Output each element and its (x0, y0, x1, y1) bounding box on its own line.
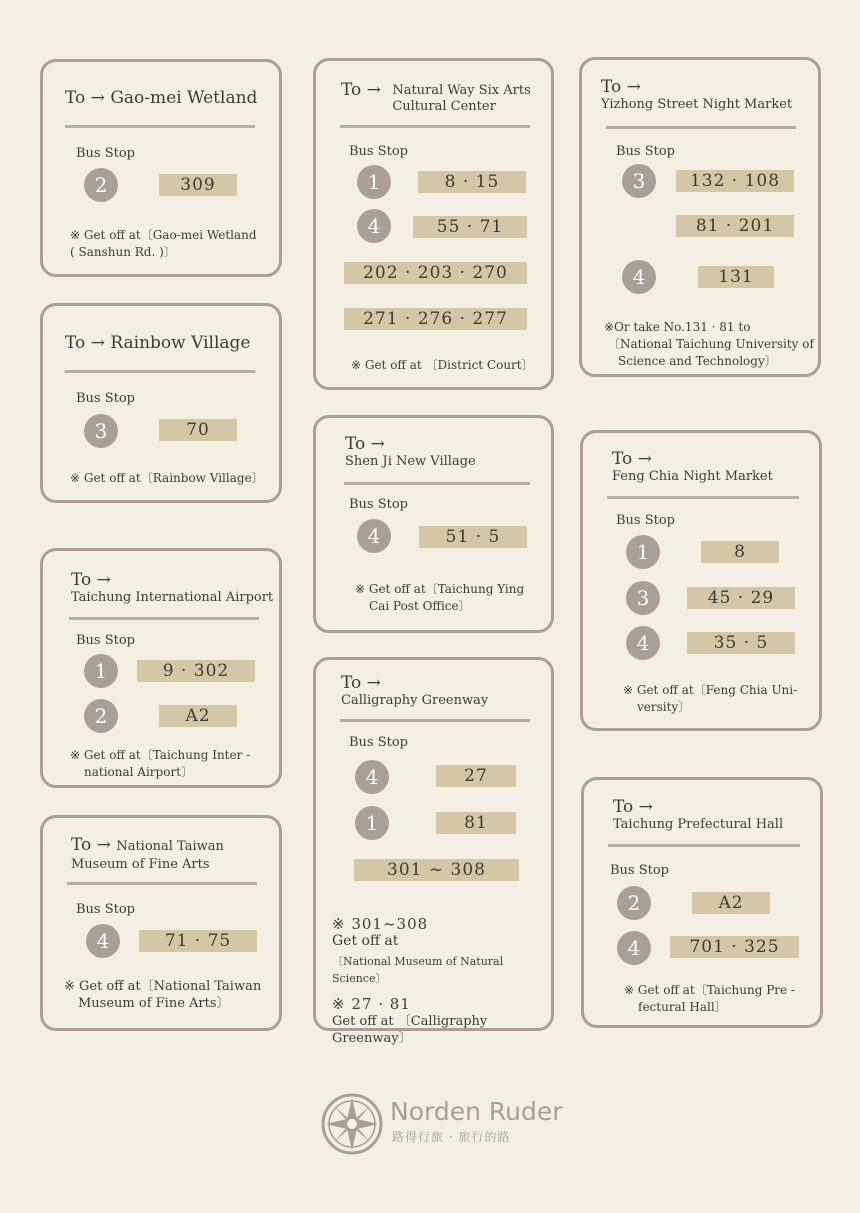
stop-badge: 4 (357, 519, 391, 553)
route-box: 202 · 203 · 270 (344, 262, 527, 284)
card-title: To → Feng Chia Night Market (612, 449, 773, 484)
bus-stop-label: Bus Stop (76, 146, 136, 161)
bus-stop-label: Bus Stop (616, 513, 676, 528)
brand-logo (320, 1092, 384, 1156)
card-yizhong-night-market (579, 57, 821, 377)
route-box: 301 ~ 308 (354, 859, 519, 881)
get-off-note: ※ 301~308 Get off at 〔National Museum of Natural Science〕 ※ 27 · 81 Get off at 〔Calligraphy Greenway〕 (332, 915, 504, 1046)
divider (67, 882, 257, 885)
card-calligraphy-greenway (313, 657, 554, 1046)
stop-badge: 4 (355, 760, 389, 794)
stop-badge: 3 (626, 581, 660, 615)
card-taichung-airport (40, 548, 282, 788)
get-off-note: ※ Get off at〔National Taiwan Museum of Fine Arts〕 (64, 979, 262, 1011)
get-off-note: ※ Get off at〔Gao-mei Wetland ( Sanshun Rd. )〕 (70, 228, 257, 259)
stop-badge: 4 (622, 260, 656, 294)
divider (65, 370, 255, 373)
route-box: 81 (436, 812, 516, 834)
divider (607, 496, 799, 499)
stop-badge: 3 (84, 414, 118, 448)
stop-badge: 1 (355, 806, 389, 840)
brand-tagline: 路得行旅 · 旅行的路 (392, 1130, 511, 1144)
bus-stop-label: Bus Stop (76, 391, 136, 406)
bus-stop-label: Bus Stop (76, 633, 136, 648)
route-box: 8 · 15 (418, 171, 526, 193)
route-box: 309 (159, 174, 237, 196)
bus-stop-label: Bus Stop (349, 735, 409, 750)
bus-stop-label: Bus Stop (616, 144, 676, 159)
stop-badge: 2 (617, 886, 651, 920)
divider (65, 125, 255, 128)
route-box: 81 · 201 (676, 215, 794, 237)
card-gaomei-wetland (40, 59, 282, 277)
compass-logo-icon (320, 1092, 384, 1156)
card-title: To → Taichung International Airport (71, 570, 274, 605)
route-box: 132 · 108 (676, 170, 794, 192)
route-box: 55 · 71 (413, 216, 527, 238)
stop-badge: 3 (622, 164, 656, 198)
route-box: 701 · 325 (670, 936, 799, 958)
card-prefectural-hall (581, 777, 823, 1028)
stop-badge: 4 (617, 931, 651, 965)
get-off-note: ※ Get off at〔Feng Chia Uni- versity〕 (623, 683, 798, 714)
card-feng-chia-night-market (580, 430, 822, 731)
get-off-note: ※ Get off at〔Rainbow Village〕 (70, 471, 264, 485)
get-off-note: ※Or take No.131 · 81 to 〔National Taichung University of Science and Technology〕 (604, 320, 814, 368)
get-off-note: ※ Get off at 〔District Court〕 (351, 358, 534, 372)
stop-badge: 1 (84, 654, 118, 688)
route-box: 51 · 5 (419, 526, 527, 548)
route-box: 70 (159, 419, 237, 441)
stop-badge: 1 (357, 165, 391, 199)
divider (606, 126, 796, 129)
route-box: 271 · 276 · 277 (344, 308, 527, 330)
card-title: To → Yizhong Street Night Market (601, 77, 793, 112)
bus-stop-label: Bus Stop (349, 497, 409, 512)
route-box: 45 · 29 (687, 587, 795, 609)
divider (340, 719, 530, 722)
route-box: A2 (159, 705, 237, 727)
card-museum-fine-arts (40, 815, 282, 1031)
card-title: To → Taichung Prefectural Hall (613, 797, 784, 832)
bus-stop-label: Bus Stop (76, 902, 136, 917)
stop-badge: 2 (84, 168, 118, 202)
card-title: To → Rainbow Village (65, 333, 251, 353)
stop-badge: 4 (86, 924, 120, 958)
divider (340, 125, 530, 128)
get-off-note: ※ Get off at〔Taichung Pre - fectural Hall〕 (624, 983, 795, 1014)
card-title: To → Natural Way Six Arts Cultural Center (341, 80, 531, 114)
divider (344, 482, 530, 485)
route-box: 27 (436, 765, 516, 787)
bus-stop-label: Bus Stop (610, 863, 670, 878)
route-box: 9 · 302 (137, 660, 255, 682)
card-title: To → National Taiwan Museum of Fine Arts (71, 835, 224, 872)
route-box: 131 (698, 266, 774, 288)
card-title: To → Shen Ji New Village (345, 434, 476, 469)
route-box: A2 (692, 892, 770, 914)
card-shen-ji-village (313, 415, 554, 633)
divider (608, 844, 800, 847)
route-box: 35 · 5 (687, 632, 795, 654)
stop-badge: 1 (626, 535, 660, 569)
card-title: To → Gao-mei Wetland (65, 88, 258, 108)
card-title: To → Calligraphy Greenway (341, 673, 489, 708)
stop-badge: 2 (84, 699, 118, 733)
brand-name: Norden Ruder (390, 1097, 563, 1126)
route-box: 8 (701, 541, 779, 563)
stop-badge: 4 (357, 209, 391, 243)
get-off-note: ※ Get off at〔Taichung Ying Cai Post Office〕 (355, 582, 525, 613)
card-natural-way (313, 58, 554, 390)
route-box: 71 · 75 (139, 930, 257, 952)
bus-stop-label: Bus Stop (349, 144, 409, 159)
get-off-note: ※ Get off at〔Taichung Inter - national Airport〕 (70, 748, 251, 779)
stop-badge: 4 (626, 626, 660, 660)
divider (69, 617, 259, 620)
card-rainbow-village (40, 303, 282, 503)
